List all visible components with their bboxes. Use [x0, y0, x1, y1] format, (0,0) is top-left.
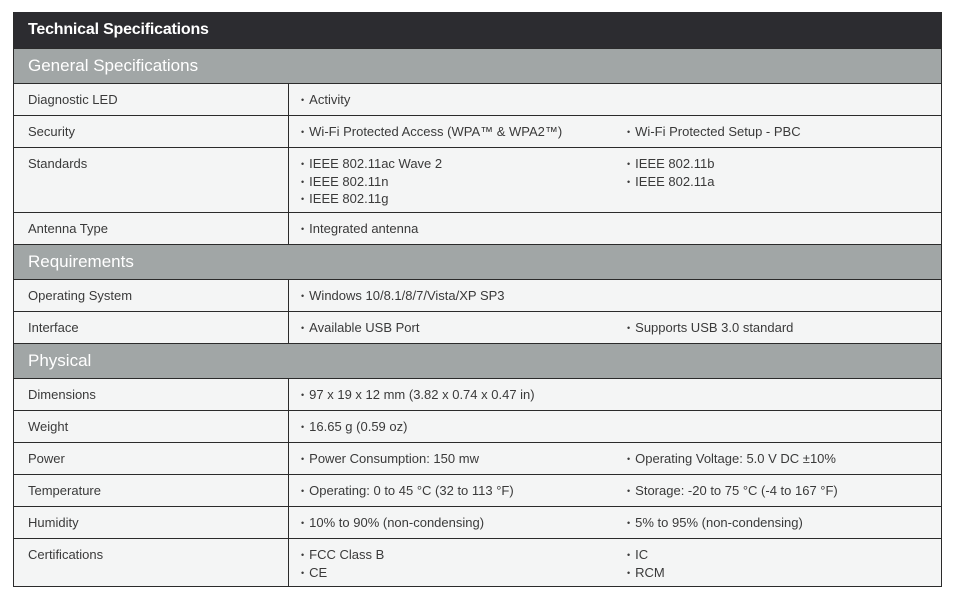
value-item: • 97 x 19 x 12 mm (3.82 x 0.74 x 0.47 in): [301, 387, 627, 405]
spec-row-certifications: [14, 538, 941, 586]
value-item: • IC: [627, 547, 941, 565]
row-label: Dimensions: [14, 379, 289, 410]
spec-row-humidity: [14, 506, 941, 538]
value-item: • 10% to 90% (non-condensing): [301, 515, 627, 533]
spec-row-antenna-type: [14, 212, 941, 244]
value-item: • Storage: -20 to 75 °C (-4 to 167 °F): [627, 483, 941, 501]
table-title: Technical Specifications: [14, 12, 941, 48]
row-label: Power: [14, 443, 289, 474]
value-col-1: [301, 221, 627, 236]
section-heading-physical: Physical: [14, 343, 941, 378]
spec-row-operating-system: [14, 279, 941, 311]
value-col-1: [301, 515, 627, 530]
value-item: • IEEE 802.11n: [301, 174, 627, 192]
row-label: Temperature: [14, 475, 289, 506]
value-col-2: [627, 124, 941, 139]
spec-row-interface: [14, 311, 941, 343]
value-item: • Integrated antenna: [301, 221, 627, 239]
value-item: • Available USB Port: [301, 320, 627, 338]
value-item: • Wi-Fi Protected Setup - PBC: [627, 124, 941, 142]
spec-row-security: [14, 115, 941, 147]
value-col-1: [301, 124, 627, 139]
row-label: Standards: [14, 148, 289, 212]
value-col-2: [627, 156, 941, 204]
row-label: Operating System: [14, 280, 289, 311]
value-col-2: [627, 451, 941, 466]
value-item: • Operating Voltage: 5.0 V DC ±10%: [627, 451, 941, 469]
section-heading-general: General Specifications: [14, 48, 941, 83]
value-item: • 16.65 g (0.59 oz): [301, 419, 627, 437]
value-col-1: [301, 320, 627, 335]
value-col-1: [301, 483, 627, 498]
value-col-1: [301, 547, 627, 578]
value-col-2: [627, 515, 941, 530]
value-col-2: [627, 547, 941, 578]
value-item: • IEEE 802.11ac Wave 2: [301, 156, 627, 174]
spec-row-power: [14, 442, 941, 474]
value-item: • IEEE 802.11b: [627, 156, 941, 174]
value-col-1: [301, 92, 627, 107]
row-label: Weight: [14, 411, 289, 442]
value-item: • 5% to 95% (non-condensing): [627, 515, 941, 533]
value-col-1: [301, 387, 627, 402]
spec-row-dimensions: [14, 378, 941, 410]
value-item: • CE: [301, 565, 627, 583]
spec-table: [13, 12, 942, 587]
row-label: Humidity: [14, 507, 289, 538]
value-col-2: [627, 320, 941, 335]
value-item: • IEEE 802.11g: [301, 191, 627, 209]
section-heading-requirements: Requirements: [14, 244, 941, 279]
row-label: Certifications: [14, 539, 289, 586]
value-col-2: [627, 483, 941, 498]
spec-row-diagnostic-led: [14, 83, 941, 115]
row-label: Diagnostic LED: [14, 84, 289, 115]
value-item: • Operating: 0 to 45 °C (32 to 113 °F): [301, 483, 627, 501]
value-item: • Power Consumption: 150 mw: [301, 451, 627, 469]
row-label: Antenna Type: [14, 213, 289, 244]
value-col-1: [301, 419, 627, 434]
value-item: • IEEE 802.11a: [627, 174, 941, 192]
row-label: Interface: [14, 312, 289, 343]
value-col-1: [301, 288, 627, 303]
value-item: • RCM: [627, 565, 941, 583]
value-col-1: [301, 451, 627, 466]
spec-row-standards: [14, 147, 941, 212]
row-label: Security: [14, 116, 289, 147]
value-item: • Windows 10/8.1/8/7/Vista/XP SP3: [301, 288, 627, 306]
value-item: • FCC Class B: [301, 547, 627, 565]
spec-row-temperature: [14, 474, 941, 506]
spec-row-weight: [14, 410, 941, 442]
value-item: • Activity: [301, 92, 627, 110]
value-item: • Wi-Fi Protected Access (WPA™ & WPA2™): [301, 124, 627, 142]
value-item: • Supports USB 3.0 standard: [627, 320, 941, 338]
value-col-1: [301, 156, 627, 204]
